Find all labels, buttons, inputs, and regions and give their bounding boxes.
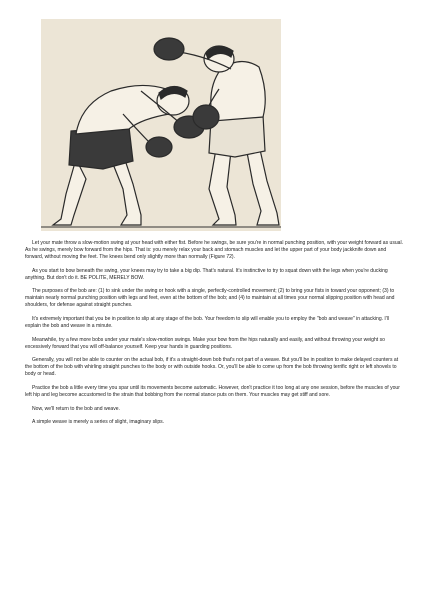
paragraph: Let your mate throw a slow-motion swing at your head with either fist. Before he swings, be sure you're in normal punching position, with your weight forward as usual. As he swings, merely bow forward from the hips. That is: you merely relax your back and stomach muscles and let the upper part of your body jackknife down and forward, without moving the feet. The knees bend only slightly more than normally (Figure 72). — [25, 240, 403, 260]
paragraph: Generally, you will not be able to counter on the actual bob, if it's a straight-down bob that's not part of a weave. But you'll be in position to make delayed counters at the bottom of the bob with whirling straight punches to the body or with outside hooks. Or, you'll be able to come up from the bob throwing terrific right or left shovels to body or head. — [25, 357, 399, 378]
boxers-illustration — [41, 19, 281, 231]
paragraph: A simple weave is merely a series of slight, imaginary slips. — [32, 419, 165, 426]
boxers-bob-illustration-icon — [41, 19, 281, 231]
paragraph: As you start to bow beneath the swing, your knees may try to take a big dip. That's natural. It's instinctive to try to squat down with the legs when you're ducking anything. But don't do it. BE POLITE, MERELY BOW. — [25, 267, 388, 281]
paragraph: The purposes of the bob are: (1) to sink under the swing or hook with a single, perfectly-controlled movement; (2) to bring your fists in toward your opponent; (3) to maintain nearly normal punching position with legs and feet, even at the bottom of the bob; and (4) to maintain at all times your normal slipping position with head and shoulders, for defense against straight punches. — [25, 288, 395, 309]
paragraph: Now, we'll return to the bob and weave. — [32, 405, 120, 412]
paragraph: Practice the bob a little every time you spar until its movements become automatic. However, don't practice it too long at any one session, before the muscles of your left hip and leg become accustomed to the strain that bobbing from the normal stance puts on them. Your muscles may get stiff and sore. — [25, 384, 400, 398]
paragraph: Meanwhile, try a few more bobs under your mate's slow-motion swings. Make your bow from the hips naturally and easily, and without throwing your weight so excessively forward that you will off-balance yourself. Keep your hands in guarding positions. — [25, 336, 385, 350]
article-text — [25, 240, 403, 433]
paragraph: It's extremely important that you be in position to slip at any stage of the bob. Your freedom to slip will enable you to employ the "bob and weave" in attacking. I'll explain the bob and weave in a minute. — [25, 315, 390, 329]
